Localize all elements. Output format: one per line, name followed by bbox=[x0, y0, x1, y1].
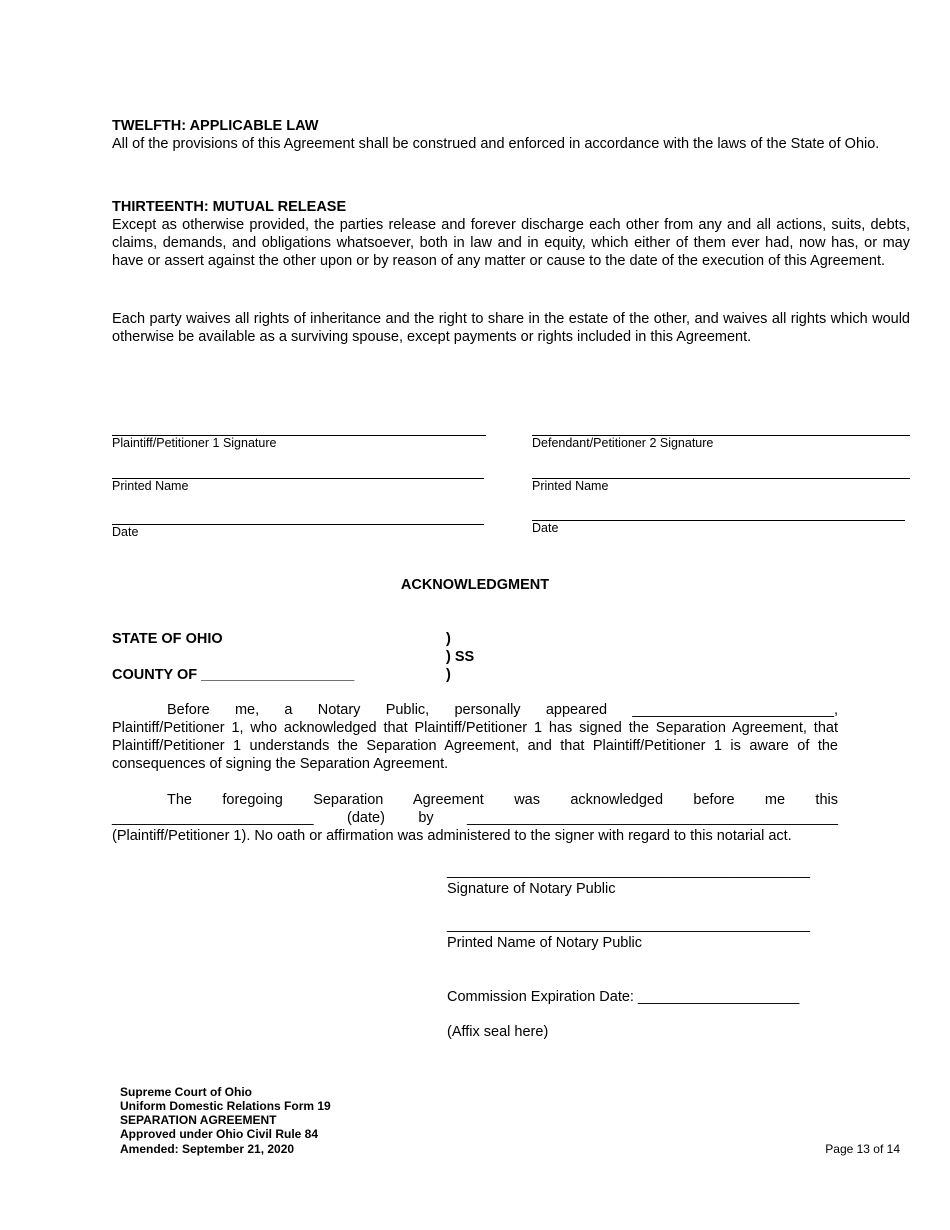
footer-court: Supreme Court of Ohio bbox=[120, 1085, 252, 1099]
venue-paren-3: ) bbox=[446, 667, 451, 683]
plaintiff-date-line[interactable] bbox=[112, 524, 484, 525]
before-me-body: Plaintiff/Petitioner 1, who acknowledged that Plaintiff/Petitioner 1 has signed the Separation Agreement, that Plaintiff/Petitioner 1 understands the Separation Agreement, and that Plaintiff/Petitioner 1 is aware of the consequences of signing the Separation Agreement. bbox=[112, 720, 838, 772]
by-label: by bbox=[418, 810, 434, 826]
page-number: Page 13 of 14 bbox=[825, 1142, 900, 1156]
foregoing-end: (Plaintiff/Petitioner 1). No oath or affirmation was administered to the signer with regard to this notarial act. bbox=[112, 828, 792, 844]
footer-rule: Approved under Ohio Civil Rule 84 bbox=[120, 1127, 319, 1141]
appeared-blank[interactable]: _________________________, bbox=[632, 702, 838, 718]
acknowledgment-title: ACKNOWLEDGMENT bbox=[400, 577, 550, 593]
foregoing-text: The foregoing Separation Agreement was acknowledged before me this bbox=[167, 792, 838, 808]
before-me-first-line bbox=[112, 701, 838, 719]
section-twelfth-title: TWELFTH: APPLICABLE LAW bbox=[112, 118, 319, 134]
notary-printed-name-line[interactable]: _____________________________________________ bbox=[447, 917, 810, 933]
footer-form: Uniform Domestic Relations Form 19 bbox=[120, 1099, 331, 1113]
plaintiff-printed-name-label: Printed Name bbox=[112, 479, 189, 493]
affix-seal-note: (Affix seal here) bbox=[447, 1024, 549, 1040]
section-thirteenth-title: THIRTEENTH: MUTUAL RELEASE bbox=[112, 199, 347, 215]
defendant-printed-name-label: Printed Name bbox=[532, 479, 609, 493]
notary-printed-name-label: Printed Name of Notary Public bbox=[447, 935, 643, 951]
before-me-text: Before me, a Notary Public, personally appeared bbox=[167, 702, 608, 718]
section-thirteenth-body1: Except as otherwise provided, the parties release and forever discharge each other from any and all actions, suits, debts, claims, demands, and obligations whatsoever, both in law and in equity, which either of them ever had, now has, or may have or assert against the other upon or by reason of any matter or cause to the date of the execution of this Agreement. bbox=[112, 217, 910, 269]
section-twelfth-body: All of the provisions of this Agreement shall be construed and enforced in accordance with the laws of the State of Ohio. bbox=[112, 136, 880, 152]
foregoing-second-line bbox=[112, 809, 838, 827]
commission-expiration[interactable]: Commission Expiration Date: ____________________ bbox=[447, 989, 800, 1005]
footer-title: SEPARATION AGREEMENT bbox=[120, 1113, 277, 1127]
county-label: COUNTY OF ___________________ bbox=[112, 667, 355, 683]
state-label: STATE OF OHIO bbox=[112, 631, 223, 647]
date-blank[interactable]: _________________________ bbox=[112, 810, 314, 826]
defendant-date-label: Date bbox=[532, 521, 559, 535]
venue-paren-1: ) bbox=[446, 631, 451, 647]
defendant-date-line[interactable] bbox=[532, 520, 905, 521]
foregoing-first-line bbox=[112, 791, 838, 809]
date-label: (date) bbox=[347, 810, 385, 826]
plaintiff-date-label: Date bbox=[112, 525, 139, 539]
plaintiff-signature-label: Plaintiff/Petitioner 1 Signature bbox=[112, 436, 277, 450]
defendant-signature-label: Defendant/Petitioner 2 Signature bbox=[532, 436, 714, 450]
notary-signature-line[interactable]: _____________________________________________ bbox=[447, 863, 810, 879]
venue-paren-ss: ) SS bbox=[446, 649, 475, 665]
by-blank[interactable]: ______________________________________________ bbox=[467, 810, 839, 826]
section-thirteenth-body2: Each party waives all rights of inheritance and the right to share in the estate of the other, and waives all rights which would otherwise be available as a surviving spouse, except payments or rights included in this Agreement. bbox=[112, 311, 910, 345]
footer-amended: Amended: September 21, 2020 bbox=[120, 1142, 295, 1156]
notary-signature-label: Signature of Notary Public bbox=[447, 881, 616, 897]
